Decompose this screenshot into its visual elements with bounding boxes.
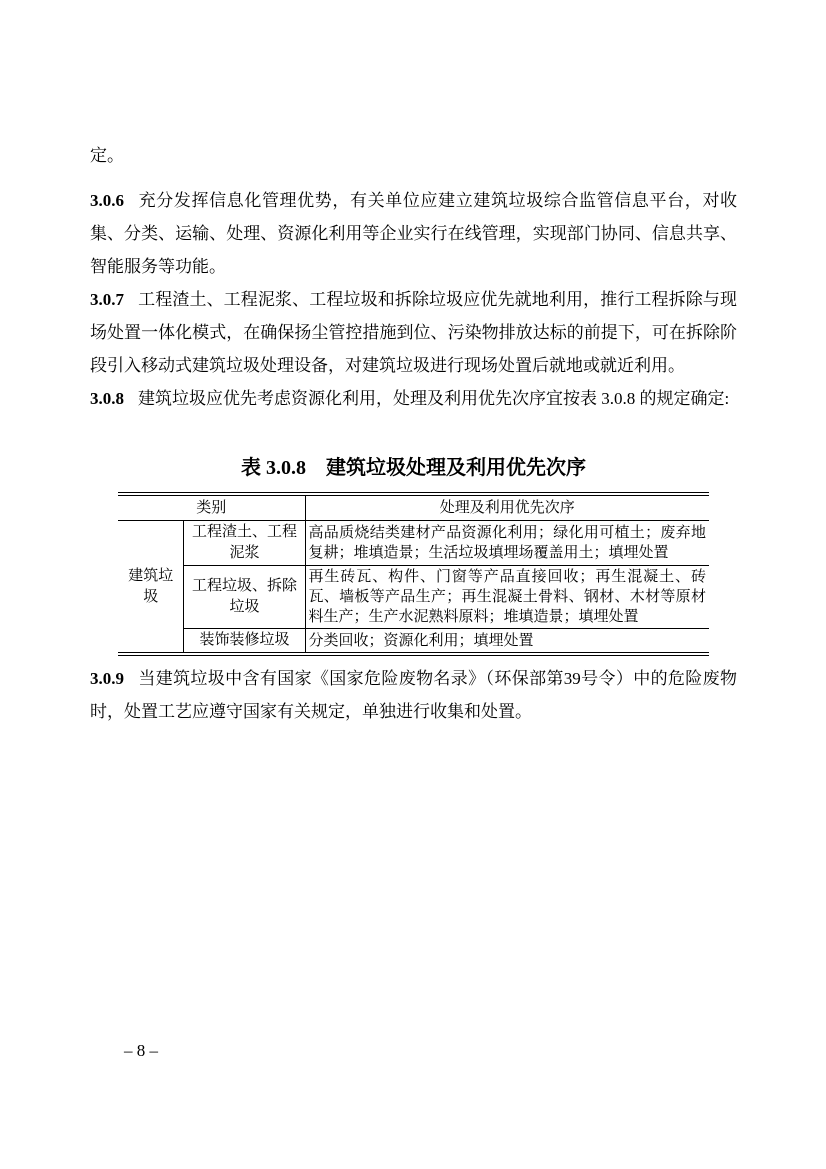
clause-number: 3.0.9: [90, 669, 124, 688]
header-cell-category: 类别: [118, 494, 305, 521]
header-cell-priority: 处理及利用优先次序: [305, 494, 709, 521]
paragraph-3-0-7: [90, 283, 737, 382]
table-header-row: [118, 494, 709, 521]
paragraph-3-0-9: [90, 662, 737, 728]
table-title: 表 3.0.8 建筑垃圾处理及利用优先次序: [241, 457, 586, 479]
paragraph-text: 工程渣土、工程泥浆、工程垃圾和拆除垃圾应优先就地利用，推行工程拆除与现场处置一体化模式，在确保扬尘管控措施到位、污染物排放达标的前提下，可在拆除阶段引入移动式建筑垃圾处理设备，对建筑垃圾进行现场处置后就地或就近利用。: [90, 290, 737, 375]
paragraph-3-0-6: [90, 184, 737, 283]
category-cell: 工程渣土、工程泥浆: [184, 521, 305, 566]
paragraph-text: 充分发挥信息化管理优势，有关单位应建立建筑垃圾综合监管信息平台，对收集、分类、运输、处理、资源化利用等企业实行在线管理，实现部门协同、信息共享、智能服务等功能。: [90, 191, 737, 276]
priority-cell: 再生砖瓦、构件、门窗等产品直接回收；再生混凝土、砖瓦、墙板等产品生产；再生混凝土骨料、钢材、木材等原材料生产；生产水泥熟料原料；堆填造景；填埋处置: [305, 566, 709, 629]
paragraph-carryover: [90, 139, 737, 172]
page-number: – 8 –: [124, 1041, 158, 1060]
category-cell: 工程垃圾、拆除垃圾: [184, 566, 305, 629]
clause-number: 3.0.8: [90, 389, 124, 408]
priority-cell: 高品质烧结类建材产品资源化利用；绿化用可植土；废弃地复耕；堆填造景；生活垃圾填埋场覆盖用土；填埋处置: [305, 521, 709, 566]
category-cell: 装饰装修垃圾: [184, 629, 305, 655]
table-row: [118, 521, 709, 566]
clause-number: 3.0.6: [90, 191, 124, 210]
table-3-0-8: [118, 492, 709, 656]
paragraph-3-0-8: [90, 382, 737, 415]
paragraph-text: 定。: [90, 146, 124, 165]
paragraph-text: 当建筑垃圾中含有国家《国家危险废物名录》（环保部第39号令）中的危险废物时，处置工艺应遵守国家有关规定，单独进行收集和处置。: [90, 669, 737, 721]
row-group-cell: 建筑垃圾: [118, 521, 184, 655]
text-block: [90, 139, 737, 728]
table-row: [118, 629, 709, 655]
clause-number: 3.0.7: [90, 290, 124, 309]
table-row: [118, 566, 709, 629]
priority-cell: 分类回收；资源化利用；填埋处置: [305, 629, 709, 655]
paragraph-text: 建筑垃圾应优先考虑资源化利用，处理及利用优先次序宜按表 3.0.8 的规定确定:: [138, 389, 730, 408]
